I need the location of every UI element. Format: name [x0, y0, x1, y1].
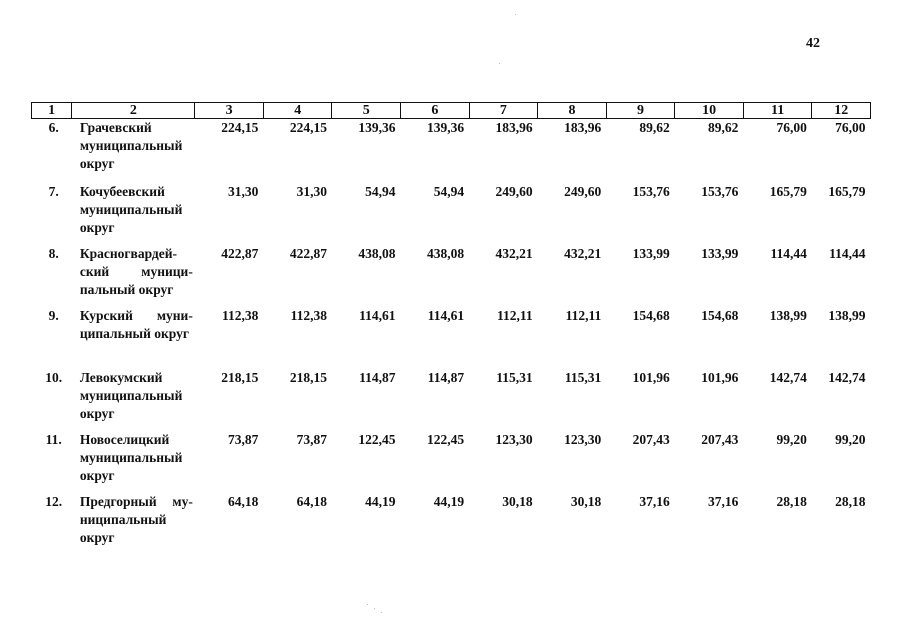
row-number: 12. [45, 494, 63, 509]
scan-speck [381, 612, 382, 613]
value-cell: 422,87 [289, 246, 327, 261]
value-cell: 123,30 [495, 432, 533, 447]
value-cell: 114,87 [427, 370, 465, 385]
table-row [32, 245, 871, 307]
value-cell: 224,15 [221, 120, 259, 135]
value-cell: 183,96 [564, 120, 602, 135]
district-name: Курский муниципальный округ [79, 308, 193, 341]
value-cell: 112,11 [497, 308, 533, 323]
value-cell: 207,43 [632, 432, 670, 447]
value-cell: 28,18 [835, 494, 866, 509]
value-cell: 37,16 [707, 494, 739, 509]
page-number: 42 [806, 36, 820, 51]
value-cell: 249,60 [495, 184, 533, 199]
column-header: 8 [538, 103, 607, 119]
district-name: Новоселицкий муниципальный округ [79, 432, 183, 483]
value-cell: 89,62 [639, 120, 670, 135]
value-cell: 99,20 [776, 432, 807, 447]
value-cell: 114,44 [770, 246, 807, 261]
value-cell: 224,15 [289, 120, 327, 135]
value-cell: 183,96 [495, 120, 533, 135]
district-name: Левокумский муниципальный округ [79, 370, 183, 421]
table-row [32, 493, 871, 547]
value-cell: 122,45 [426, 432, 465, 447]
value-cell: 138,99 [828, 308, 866, 323]
table-body [32, 119, 871, 548]
value-cell: 31,30 [296, 184, 327, 199]
district-name: Грачевский муниципальный округ [79, 120, 183, 171]
value-cell: 139,36 [358, 120, 396, 135]
value-cell: 76,00 [835, 120, 866, 135]
table-row [32, 307, 871, 369]
value-cell: 114,44 [829, 246, 866, 261]
value-cell: 115,31 [496, 370, 533, 385]
value-cell: 218,15 [221, 370, 259, 385]
value-cell: 114,87 [359, 370, 396, 385]
value-cell: 114,61 [359, 308, 396, 323]
column-header: 7 [469, 103, 538, 119]
value-cell: 76,00 [776, 120, 807, 135]
value-cell: 73,87 [228, 432, 259, 447]
value-cell: 54,94 [365, 184, 396, 199]
data-table [31, 102, 871, 547]
district-name: Кочубеевский муниципальный округ [79, 184, 183, 235]
value-cell: 54,94 [433, 184, 465, 199]
table-row [32, 183, 871, 245]
value-cell: 142,74 [828, 370, 866, 385]
row-number: 8. [48, 246, 59, 261]
scan-speck [374, 608, 375, 609]
column-header: 10 [675, 103, 744, 119]
value-cell: 37,16 [639, 494, 670, 509]
value-cell: 154,68 [632, 308, 670, 323]
table-row [32, 369, 871, 431]
column-header: 9 [606, 103, 675, 119]
column-header: 2 [72, 103, 195, 119]
column-header: 12 [812, 103, 871, 119]
value-cell: 99,20 [835, 432, 866, 447]
value-cell: 28,18 [776, 494, 807, 509]
row-number: 9. [48, 308, 59, 323]
value-cell: 89,62 [707, 120, 739, 135]
column-header: 1 [32, 103, 72, 119]
value-cell: 73,87 [296, 432, 327, 447]
row-number: 7. [48, 184, 59, 199]
table-row [32, 431, 871, 493]
value-cell: 112,38 [222, 308, 259, 323]
value-cell: 64,18 [296, 494, 327, 509]
value-cell: 438,08 [426, 246, 465, 261]
value-cell: 139,36 [426, 120, 465, 135]
value-cell: 154,68 [701, 308, 739, 323]
value-cell: 153,76 [701, 184, 739, 199]
row-number: 11. [45, 432, 62, 447]
district-name: Красногвардейский муниципальный округ [79, 246, 193, 297]
value-cell: 165,79 [769, 184, 807, 199]
value-cell: 122,45 [358, 432, 396, 447]
scan-speck [499, 63, 500, 64]
scan-speck [367, 604, 368, 605]
value-cell: 249,60 [564, 184, 602, 199]
value-cell: 438,08 [358, 246, 396, 261]
value-cell: 31,30 [228, 184, 259, 199]
value-cell: 432,21 [564, 246, 602, 261]
value-cell: 114,61 [427, 308, 465, 323]
value-cell: 44,19 [365, 494, 396, 509]
value-cell: 153,76 [632, 184, 670, 199]
district-name: Предгорный муниципальный округ [79, 494, 193, 545]
value-cell: 101,96 [632, 370, 670, 385]
table-row [32, 119, 871, 184]
row-number: 10. [45, 370, 63, 385]
value-cell: 30,18 [502, 494, 533, 509]
row-number: 6. [48, 120, 59, 135]
value-cell: 112,11 [565, 308, 602, 323]
header-row [32, 103, 871, 119]
value-cell: 432,21 [495, 246, 533, 261]
value-cell: 133,99 [701, 246, 739, 261]
value-cell: 112,38 [290, 308, 327, 323]
value-cell: 64,18 [228, 494, 259, 509]
value-cell: 142,74 [769, 370, 807, 385]
column-header: 6 [401, 103, 470, 119]
scan-speck [515, 14, 516, 15]
value-cell: 133,99 [632, 246, 670, 261]
value-cell: 218,15 [289, 370, 327, 385]
column-header: 3 [195, 103, 264, 119]
value-cell: 207,43 [701, 432, 739, 447]
value-cell: 422,87 [221, 246, 259, 261]
column-header: 4 [263, 103, 332, 119]
value-cell: 101,96 [701, 370, 739, 385]
table-header [32, 103, 871, 119]
value-cell: 115,31 [564, 370, 602, 385]
column-header: 5 [332, 103, 401, 119]
value-cell: 44,19 [433, 494, 465, 509]
value-cell: 30,18 [570, 494, 602, 509]
column-header: 11 [743, 103, 812, 119]
value-cell: 165,79 [828, 184, 866, 199]
value-cell: 123,30 [564, 432, 602, 447]
value-cell: 138,99 [769, 308, 807, 323]
